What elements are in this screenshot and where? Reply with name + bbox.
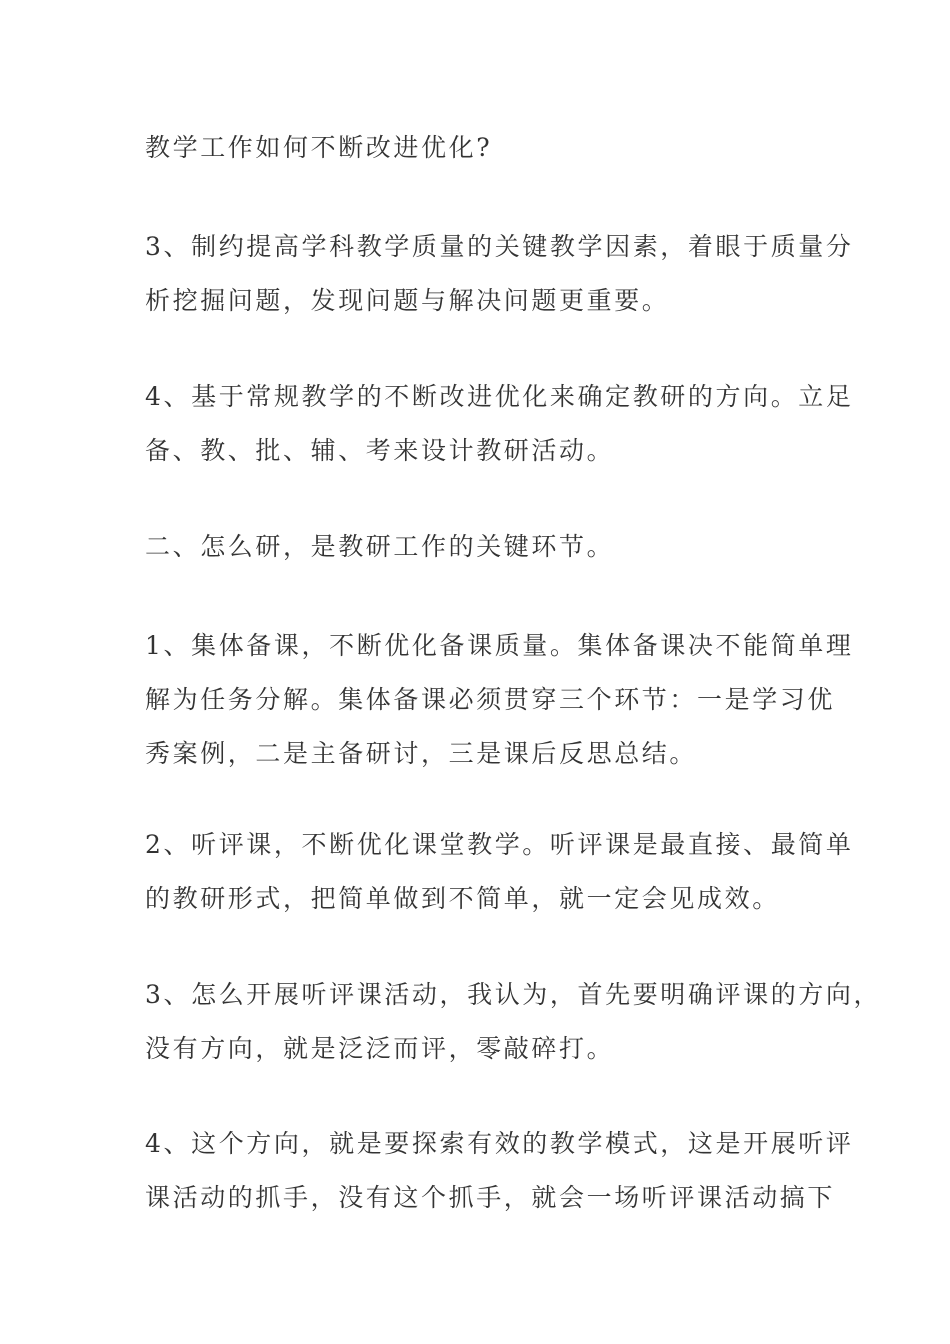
text-line: 解为任务分解。集体备课必须贯穿三个环节：一是学习优 [145, 685, 836, 714]
paragraph-2-lesson-observation [145, 818, 854, 926]
text-line: 没有方向，就是泛泛而评，零敲碎打。 [145, 1034, 615, 1063]
text-line: 3、制约提高学科教学质量的关键教学因素，着眼于质量分 [145, 232, 854, 261]
text-line: 2、听评课，不断优化课堂教学。听评课是最直接、最简单 [145, 830, 854, 859]
paragraph-3-evaluation-direction [145, 968, 882, 1076]
text-line: 课活动的抓手，没有这个抓手，就会一场听评课活动搞下 [145, 1183, 836, 1212]
text-line: 二、怎么研，是教研工作的关键环节。 [145, 532, 615, 561]
text-line: 4、基于常规教学的不断改进优化来确定教研的方向。立足 [145, 382, 854, 411]
text-line: 析挖掘问题，发现问题与解决问题更重要。 [145, 286, 670, 315]
paragraph-4-direction [145, 370, 854, 478]
text-line: 教学工作如何不断改进优化? [145, 133, 493, 162]
paragraph-4-teaching-model [145, 1117, 854, 1225]
text-line: 4、这个方向，就是要探索有效的教学模式，这是开展听评 [145, 1129, 854, 1158]
text-line: 1、集体备课，不断优化备课质量。集体备课决不能简单理 [145, 631, 854, 660]
paragraph-3-key-factors [145, 220, 854, 328]
paragraph-question [145, 121, 825, 175]
text-line: 的教研形式，把简单做到不简单，就一定会见成效。 [145, 884, 780, 913]
text-line: 3、怎么开展听评课活动，我认为，首先要明确评课的方向， [145, 980, 882, 1009]
text-line: 备、教、批、辅、考来设计教研活动。 [145, 436, 615, 465]
section-heading-how-to-research [145, 520, 825, 574]
paragraph-1-collective-lesson-prep [145, 619, 854, 781]
text-line: 秀案例，二是主备研讨，三是课后反思总结。 [145, 739, 698, 768]
